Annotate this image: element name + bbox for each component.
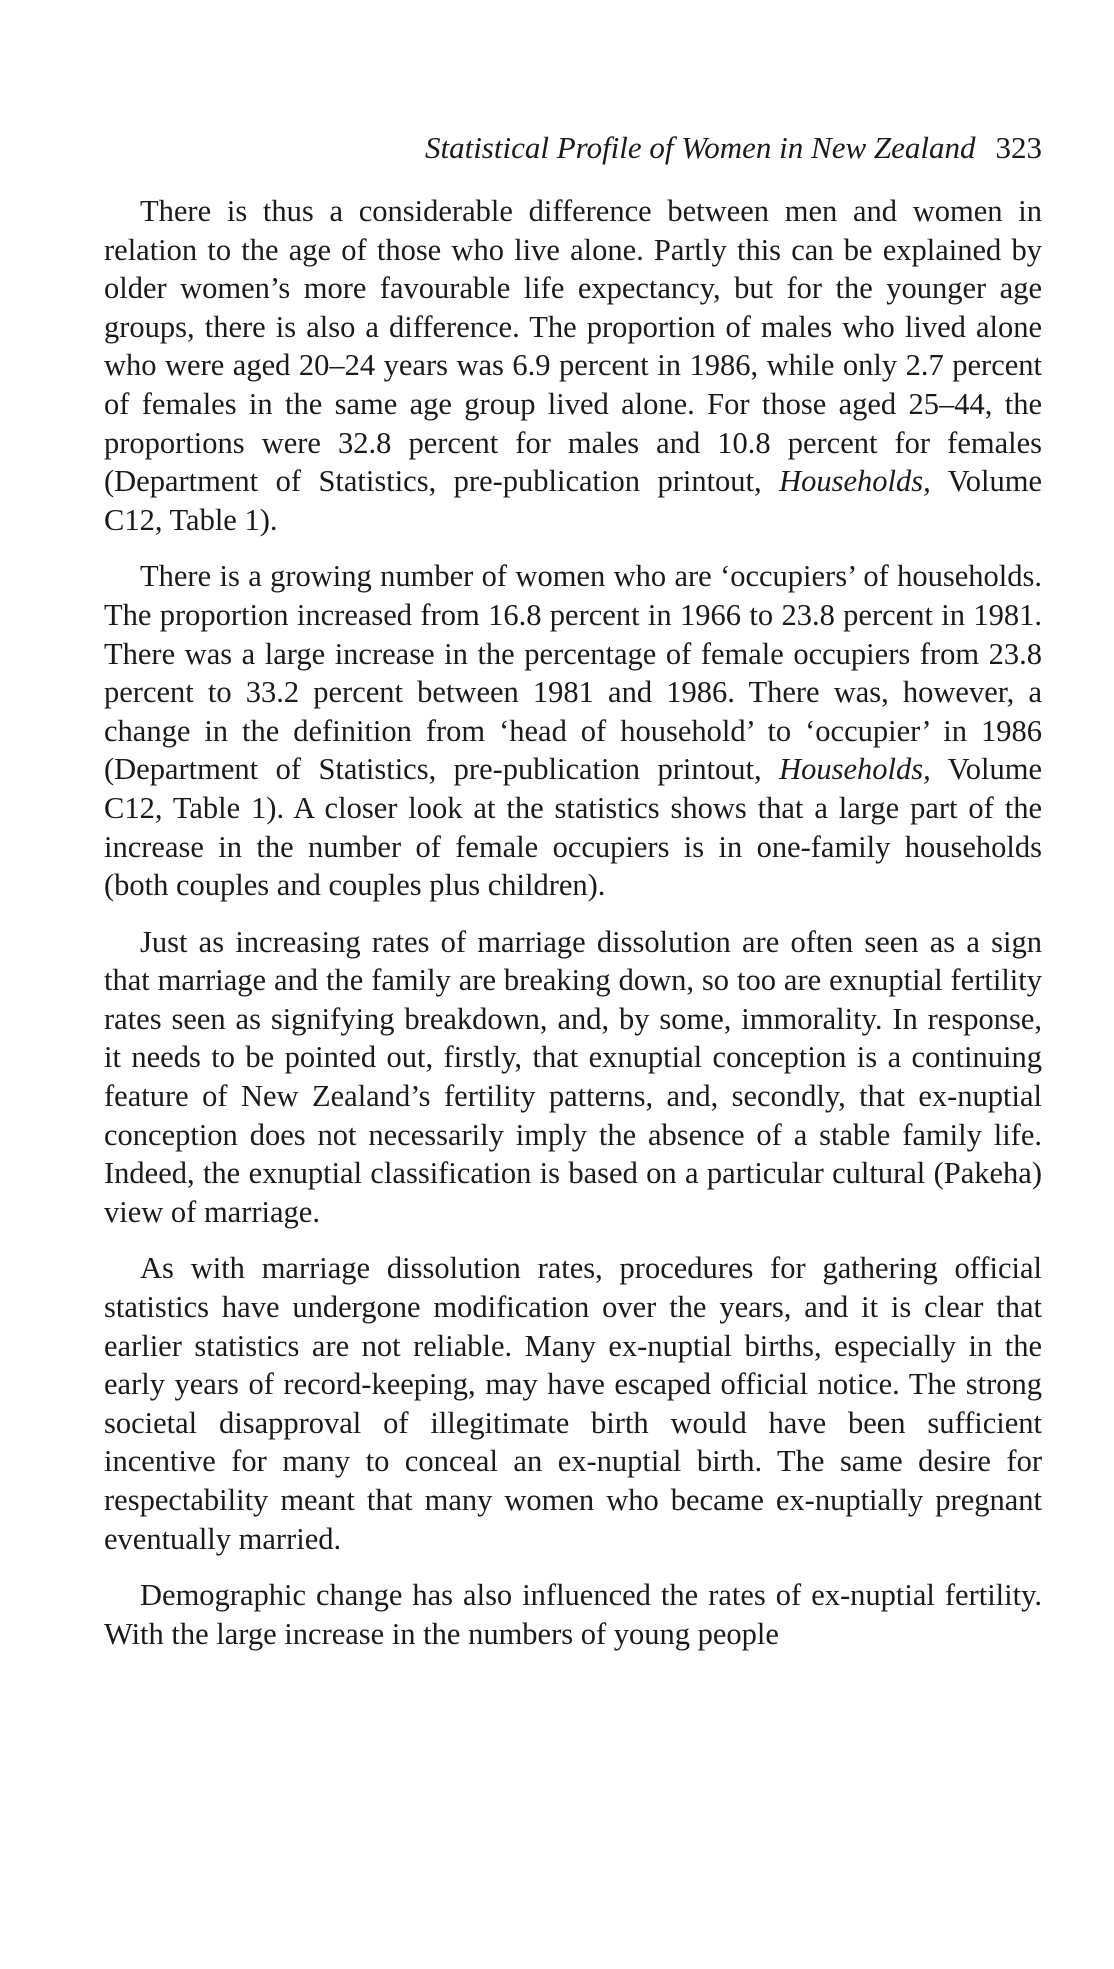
paragraph-text: There is a growing number of women who are ‘occupiers’ of households. The proportion increased from 16.8 percent in 1966 to 23.8 percent in 1981. There was a large increase in the percentage of female occupiers from 23.8 percent to 33.2 percent between 1981 and 1986. There was, however, a change in the definition from ‘head of household’ to ‘occupier’ in 1986 (Department of Statistics, pre-publication printout,	[104, 559, 1042, 787]
running-head-title: Statistical Profile of Women in New Zealand	[424, 130, 976, 165]
paragraph-demographic-change: Demographic change has also influenced the rates of ex-nuptial fertility. With the large increase in the numbers of young people	[104, 1578, 1042, 1651]
page-number: 323	[995, 130, 1042, 165]
italic-title: Households,	[779, 464, 931, 499]
paragraph-statistics-reliability: As with marriage dissolution rates, procedures for gathering official statistics have undergone modification over the years, and it is clear that earlier statistics are not reliable. Many ex-nuptial births, especially in the early years of record-keeping, may have escaped official notice. The strong societal disapproval of illegitimate birth would have been sufficient incentive for many to conceal an ex-nuptial birth. The same desire for respectability meant that many women who became ex-nuptially pregnant eventually married.	[104, 1251, 1042, 1556]
paragraph-text: Volume C12, Table 1).	[104, 464, 1042, 537]
paragraph-ex-nuptial-fertility: Just as increasing rates of marriage dissolution are often seen as a sign that marriage and the family are breaking down, so too are exnuptial fertility rates seen as signifying breakdown, and, by some, immorality. In response, it needs to be pointed out, firstly, that exnuptial conception is a continuing feature of New Zealand’s fertility patterns, and, secondly, that ex-nuptial conception does not necessarily imply the absence of a stable family life. Indeed, the exnuptial classification is based on a particular cultural (Pakeha) view of marriage.	[104, 924, 1042, 1229]
paragraph-occupiers	[104, 557, 1042, 904]
paragraph-text: There is thus a considerable difference between men and women in relation to the age of those who live alone. Partly this can be explained by older women’s more favourable life expectancy, but for the younger age groups, there is also a difference. The proportion of males who lived alone who were aged 20–24 years was 6.9 percent in 1986, while only 2.7 percent of females in the same age group lived alone. For those aged 25–44, the proportions were 32.8 percent for males and 10.8 percent for females (Department of Statistics, pre-publication printout,	[104, 194, 1042, 499]
paragraph-text: Volume C12, Table 1). A closer look at the statistics shows that a large part of the increase in the number of female occupiers is in one-family households (both couples and couples plus children).	[104, 752, 1042, 903]
running-head	[425, 128, 1042, 168]
body-text	[104, 192, 1042, 1671]
italic-title: Households,	[779, 752, 931, 787]
paragraph-living-alone	[104, 192, 1042, 539]
